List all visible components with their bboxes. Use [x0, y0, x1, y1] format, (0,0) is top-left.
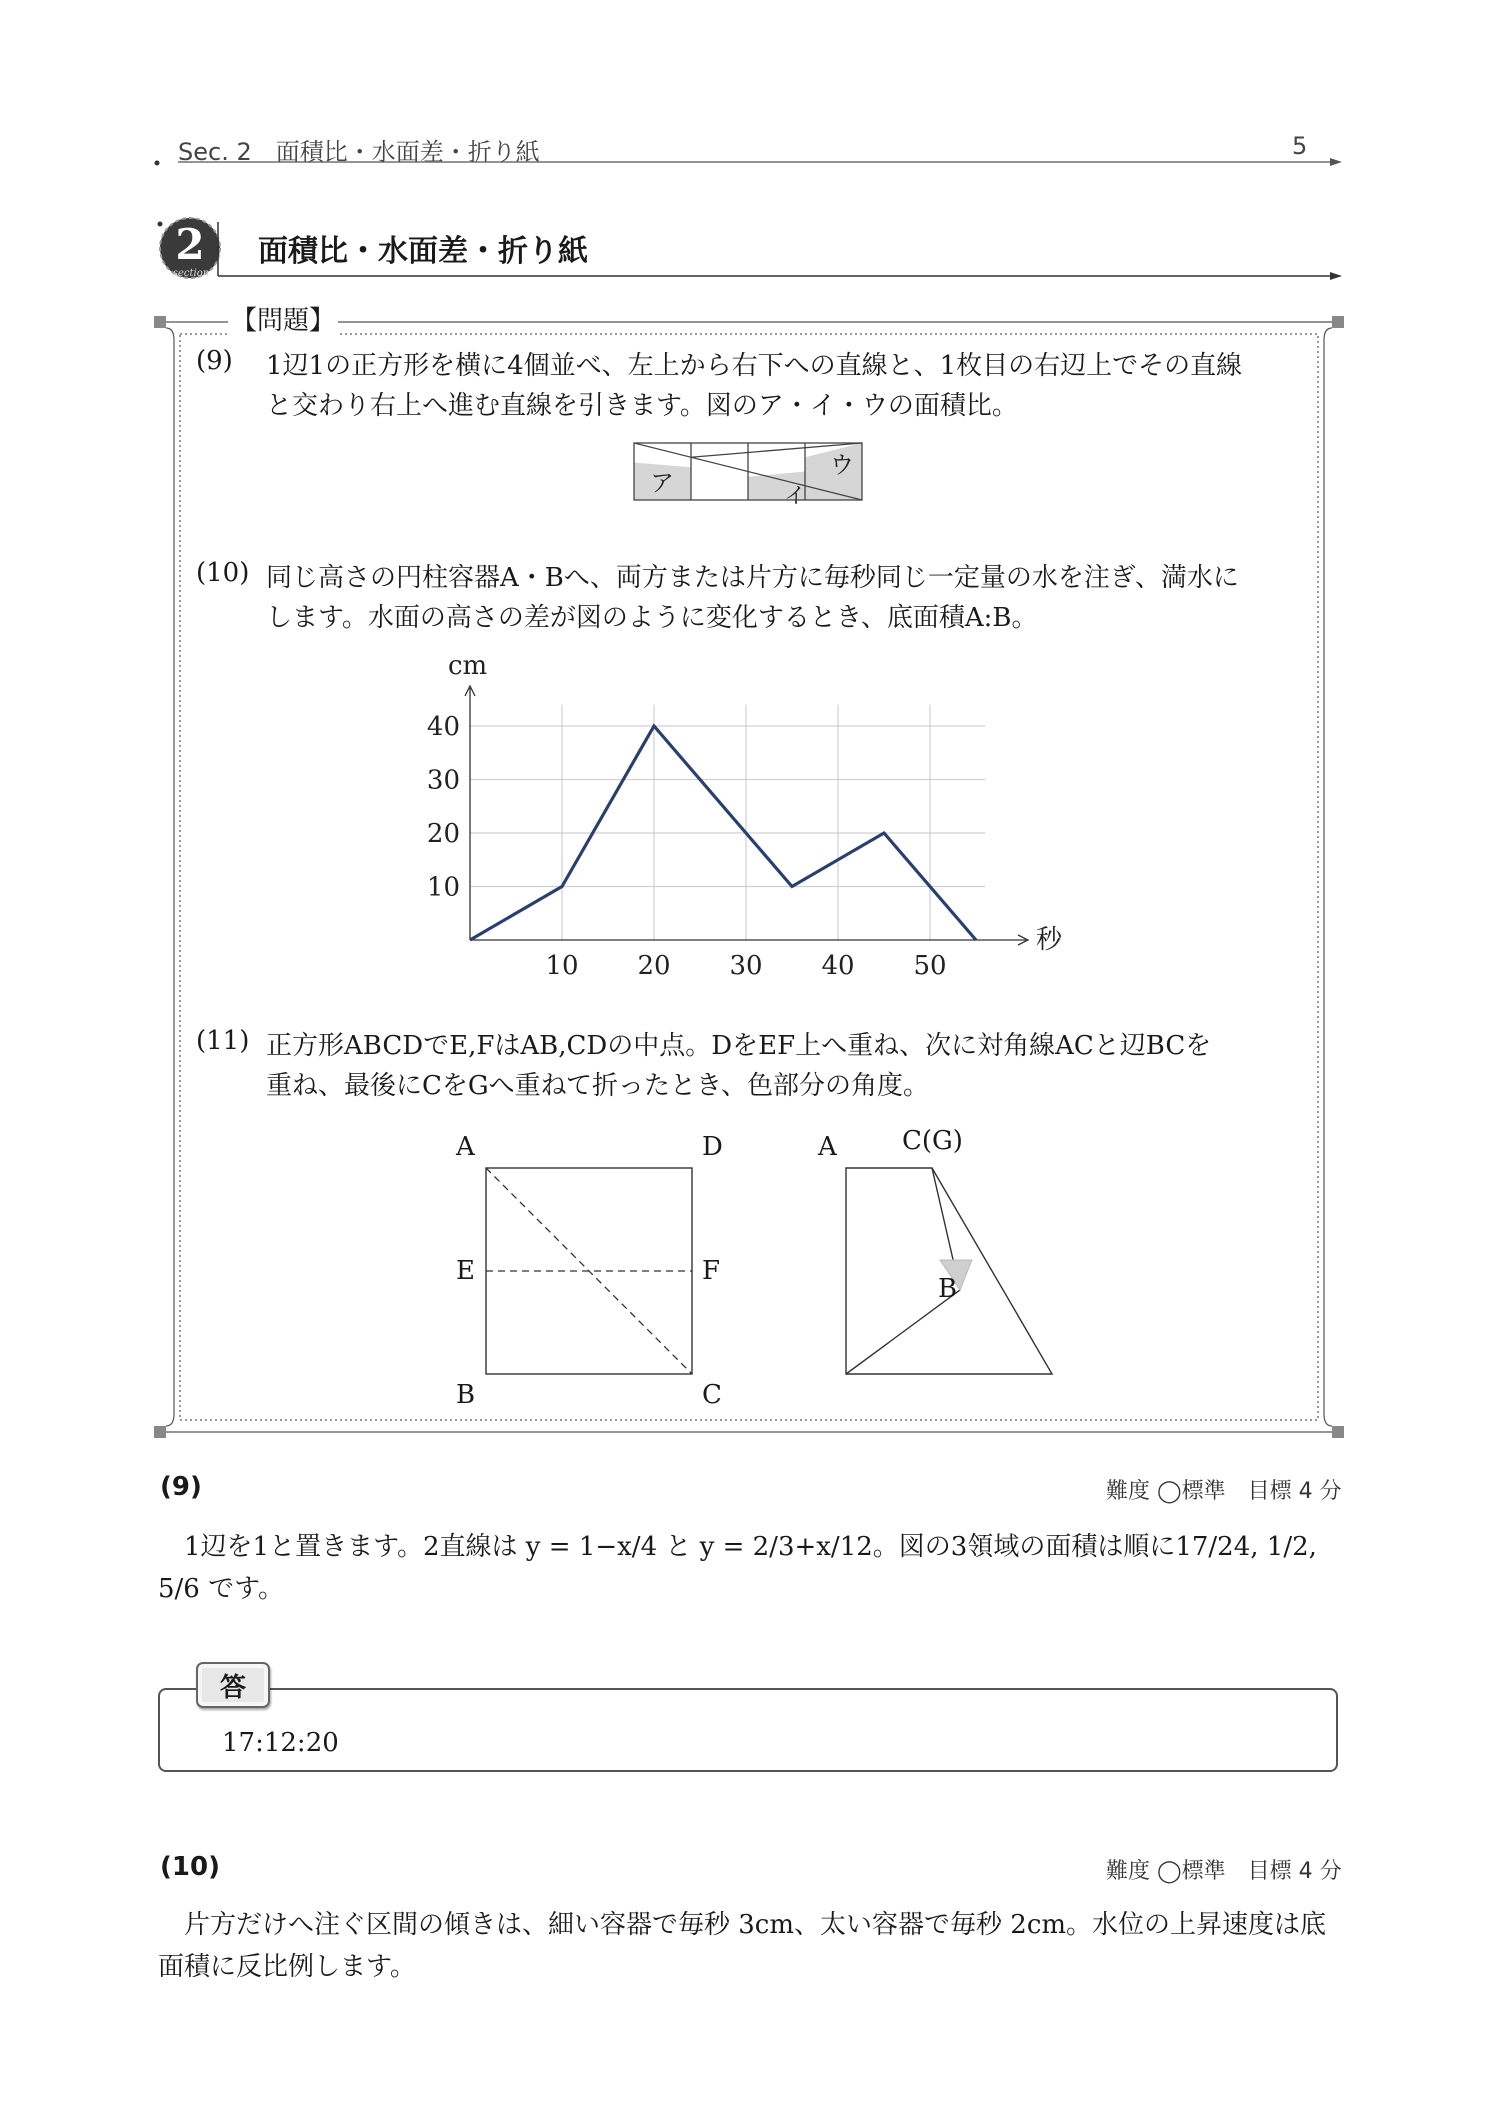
- solution-10-number: (10): [160, 1852, 220, 1882]
- chart-ticks: [427, 712, 947, 981]
- figure-label-u: ウ: [830, 451, 854, 479]
- problem-11-line-1: 正方形ABCDでE,FはAB,CDの中点。DをEF上へ重ね、次に対角線ACと辺BCを: [266, 1031, 1212, 1061]
- x-tick-label: 50: [913, 951, 947, 981]
- header-rule: [150, 150, 1350, 170]
- figure-label-i: イ: [784, 484, 807, 504]
- problem-10-line-2: します。水面の高さの差が図のように変化するとき、底面積A:B。: [266, 603, 1038, 633]
- y-tick-label: 20: [426, 819, 460, 849]
- fig-left-label-a: A: [456, 1132, 475, 1162]
- page-number: 5: [1292, 132, 1308, 160]
- problem-11-line-2: 重ね、最後にCをGへ重ねて折ったとき、色部分の角度。: [266, 1071, 929, 1101]
- y-tick-label: 40: [426, 712, 460, 742]
- solution-10-difficulty: 難度 ◯標準 目標 4 分: [1106, 1859, 1342, 1884]
- figure-label-a: ア: [650, 469, 674, 497]
- problem-9-line-2: と交わり右上へ進む直線を引きます。図のア・イ・ウの面積比。: [266, 391, 1018, 421]
- x-tick-label: 40: [821, 951, 855, 981]
- solution-9-difficulty: 難度 ◯標準 目標 4 分: [1106, 1479, 1342, 1504]
- x-tick-label: 10: [545, 951, 579, 981]
- fig-left-label-c: C: [702, 1380, 722, 1410]
- water-level-chart: [420, 650, 1080, 990]
- problem-10-text: [266, 558, 1366, 638]
- problem-9-number: (9): [196, 346, 233, 376]
- fig-left-label-f: F: [702, 1256, 721, 1286]
- section-badge-text: section: [172, 268, 210, 279]
- problem-11-number: (11): [196, 1026, 250, 1056]
- fig-right-label-cg: C(G): [902, 1126, 963, 1156]
- fig-right-label-a: A: [818, 1132, 837, 1162]
- y-tick-label: 30: [426, 765, 460, 796]
- fig-left-label-b: B: [456, 1380, 476, 1410]
- problem-9-figure: [632, 440, 864, 504]
- solution-9-number: (9): [160, 1472, 202, 1502]
- x-tick-label: 30: [729, 951, 763, 981]
- problem-10-number: (10): [196, 558, 250, 588]
- running-header-section: Sec. 2 面積比・水面差・折り紙: [178, 138, 540, 166]
- chart-grid: [470, 705, 985, 940]
- chart-y-axis-label: cm: [448, 651, 488, 681]
- answer-value: 17:12:20: [222, 1728, 339, 1758]
- fig-left-label-e: E: [456, 1256, 475, 1286]
- problem-9-line-1: 1辺1の正方形を横に4個並べ、左上から右下への直線と、1枚目の右辺上でその直線: [266, 351, 1243, 381]
- problem-11-text: [266, 1026, 1366, 1106]
- section-number: 2: [175, 220, 205, 269]
- fig-left-label-d: D: [702, 1132, 723, 1162]
- section-title: 面積比・水面差・折り紙: [258, 234, 588, 269]
- fig-right-label-b: B: [938, 1274, 958, 1304]
- problem-10-line-1: 同じ高さの円柱容器A・Bへ、両方または片方に毎秒同じ一定量の水を注ぎ、満水に: [266, 563, 1239, 593]
- solution-9-text: 1辺を1と置きます。2直線は y = 1−x/4 と y = 2/3+x/12。図の3領域の面積は順に17/24, 1/2, 5/6 です。: [158, 1532, 1317, 1604]
- chart-x-axis-label: 秒: [1036, 925, 1063, 955]
- answer-badge: 答: [196, 1662, 270, 1708]
- x-tick-label: 20: [637, 951, 671, 981]
- problem-box-label: 【問題】: [228, 300, 338, 337]
- problem-9-text: [266, 346, 1366, 426]
- solution-10-text: 片方だけへ注ぐ区間の傾きは、細い容器で毎秒 3cm、太い容器で毎秒 2cm。水位の上昇速度は底面積に反比例します。: [158, 1910, 1327, 1982]
- y-tick-label: 10: [426, 872, 460, 903]
